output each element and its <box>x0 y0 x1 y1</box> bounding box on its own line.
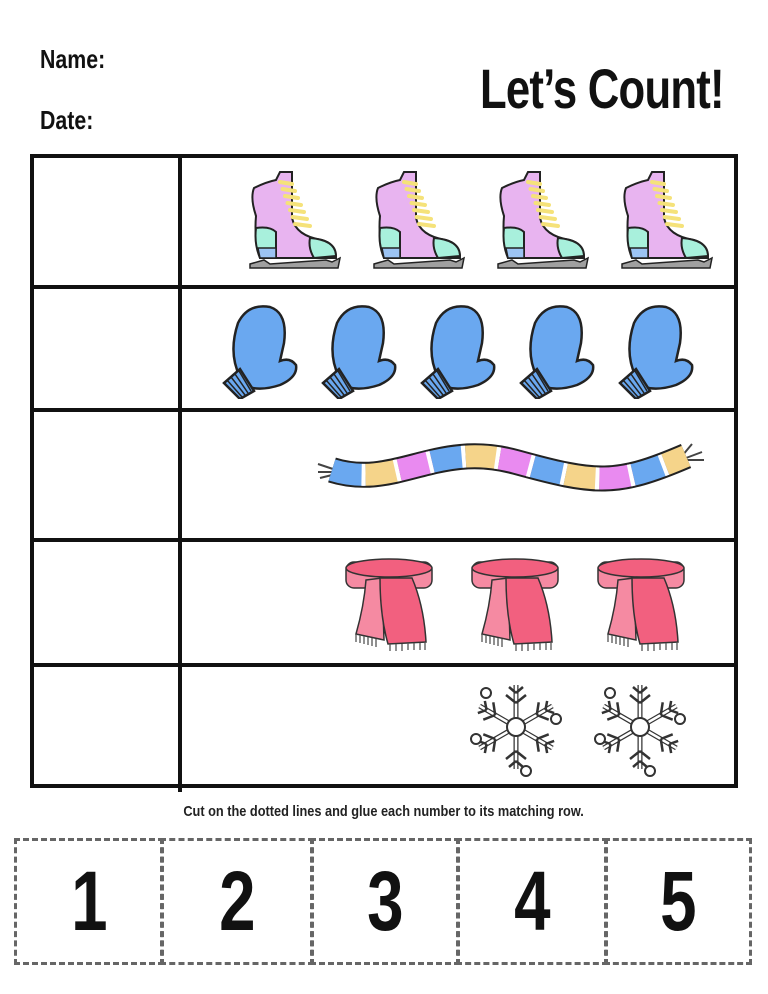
number-glue-cell <box>34 542 182 667</box>
pink-scarf-icon <box>470 556 562 652</box>
ice-skate-icon <box>618 168 714 280</box>
number-card-3[interactable] <box>310 838 460 965</box>
picture-cell <box>182 289 734 412</box>
count-row-snowflake <box>34 663 734 792</box>
mitten-icon <box>317 303 399 399</box>
number-glue-cell <box>34 158 182 285</box>
count-row-pink-scarf <box>34 538 734 667</box>
ice-skate-icon <box>494 168 590 280</box>
counting-table <box>30 154 738 788</box>
mitten-icon <box>218 303 300 399</box>
picture-cell <box>182 158 734 285</box>
number-glue-cell <box>34 667 182 792</box>
date-label: Date: <box>40 105 94 135</box>
count-row-ice-skate <box>34 158 734 285</box>
number-glue-cell <box>34 412 182 542</box>
number-card-label: 4 <box>513 854 551 948</box>
snowflake-icon <box>466 677 566 777</box>
ice-skate-icon <box>246 168 342 280</box>
number-card-4[interactable] <box>456 838 608 965</box>
page-title: Let’s Count! <box>480 57 724 120</box>
pink-scarf-icon <box>344 556 436 652</box>
number-card-1[interactable] <box>14 838 164 965</box>
number-card-label: 5 <box>659 854 697 948</box>
instructions-text: Cut on the dotted lines and glue each number to its matching row. <box>183 803 585 820</box>
number-card-2[interactable] <box>160 838 314 965</box>
pink-scarf-icon <box>596 556 688 652</box>
picture-cell <box>182 412 734 542</box>
long-scarf-icon <box>316 442 706 502</box>
number-glue-cell <box>34 289 182 412</box>
name-label: Name: <box>40 44 106 74</box>
count-row-long-scarf <box>34 408 734 542</box>
snowflake-icon <box>590 677 690 777</box>
ice-skate-icon <box>370 168 466 280</box>
count-row-mitten <box>34 285 734 412</box>
number-card-label: 3 <box>366 854 404 948</box>
instructions <box>0 803 768 820</box>
mitten-icon <box>416 303 498 399</box>
number-cards <box>14 838 752 965</box>
picture-cell <box>182 667 734 792</box>
number-card-5[interactable] <box>604 838 752 965</box>
number-card-label: 1 <box>70 854 108 948</box>
mitten-icon <box>515 303 597 399</box>
mitten-icon <box>614 303 696 399</box>
number-card-label: 2 <box>218 854 256 948</box>
picture-cell <box>182 542 734 667</box>
